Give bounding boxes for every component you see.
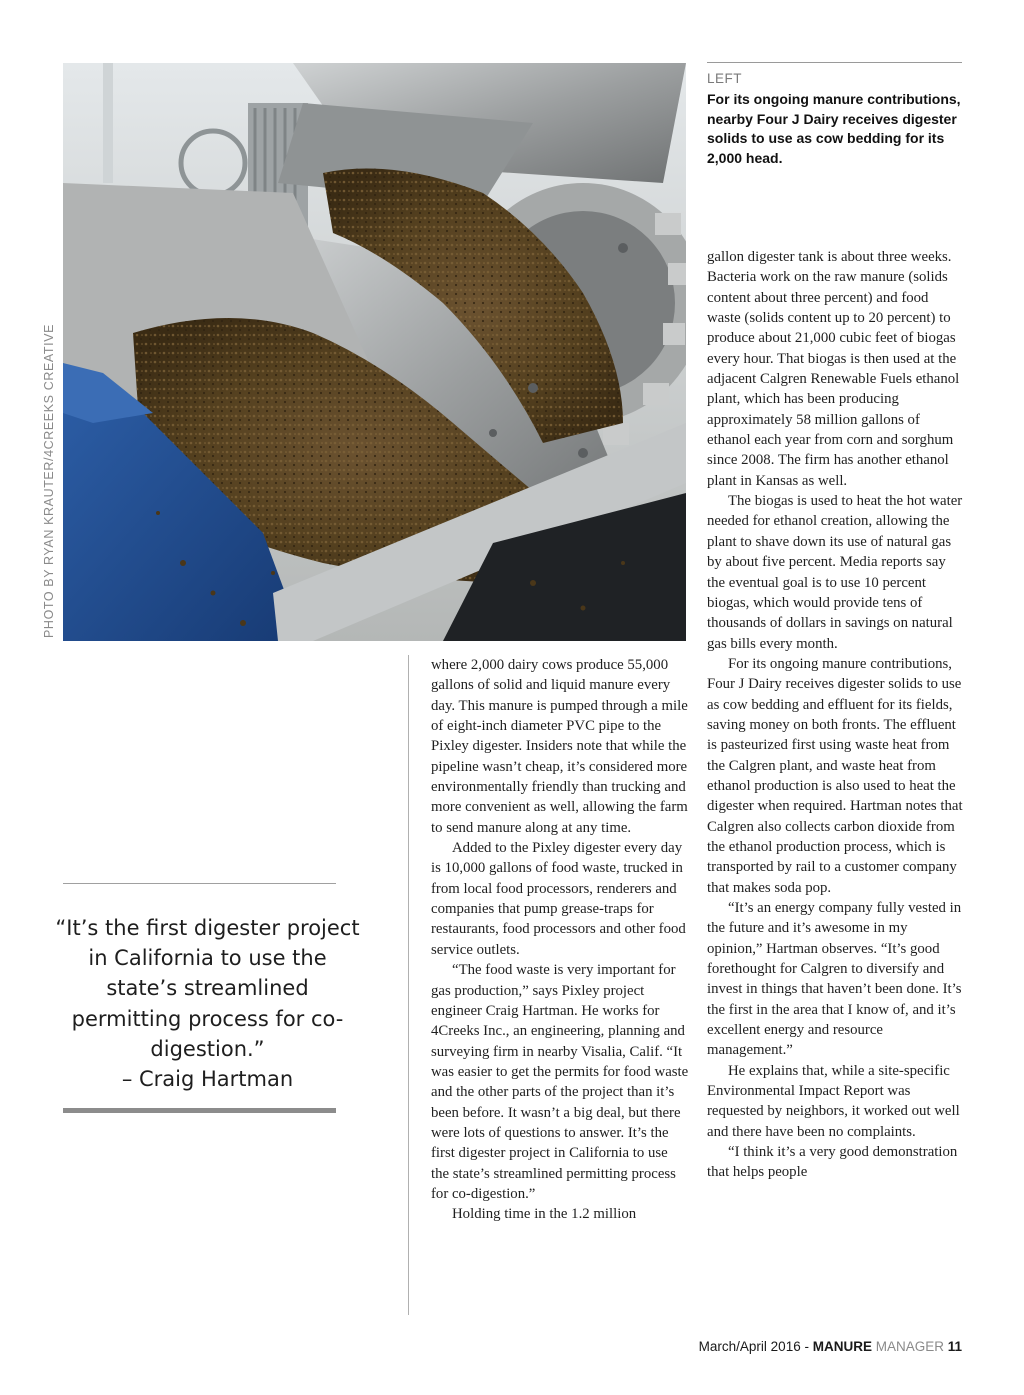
issue-date: March/April 2016 - (698, 1339, 813, 1354)
page-number: 11 (947, 1339, 962, 1354)
paragraph: Added to the Pixley digester every day is 10,000 gallons of food waste, trucked in from local food processors, renderers and companies that pump grease-traps for restaurants, food processors and other food service outlets. (431, 840, 686, 958)
paragraph: He explains that, while a site-specific Environmental Impact Report was requested by neighbors, it worked out well and there have been no complaints. (707, 1062, 960, 1140)
page-footer (699, 1339, 962, 1354)
pull-quote-top-rule (63, 883, 336, 884)
caption-label: LEFT (707, 71, 743, 86)
article-column-right (707, 247, 965, 1183)
magazine-name-bold: MANURE (812, 1339, 872, 1354)
separator-machine-image (63, 63, 686, 641)
paragraph: where 2,000 dairy cows produce 55,000 gallons of solid and liquid manure every day. This manure is pumped through a mile of eight-inch diameter PVC pipe to the Pixley digester. Insiders note that while the pipeline wasn’t cheap, it’s considered more environmentally friendly than trucking and more convenient as well, allowing the farm to send manure along at any time. (431, 657, 688, 836)
photo-credit: PHOTO BY RYAN KRAUTER/4CREEKS CREATIVE (42, 323, 56, 638)
paragraph: “The food waste is very important for gas production,” says Pixley project engineer Craig Hartman. He works for 4Creeks Inc., an engineering, planning and surveying firm in nearby Visalia, Calif. “It was easier to get the permits for food waste and the other parts of the project than it’s been before. It wasn’t a big deal, but there were lots of questions to answer. It’s the first digester project in California to use the state’s streamlined permitting process for co-digestion.” (431, 962, 689, 1202)
magazine-name-light: MANAGER (871, 1339, 948, 1354)
column-divider (408, 655, 409, 1315)
paragraph: For its ongoing manure contributions, Four J Dairy receives digester solids to use as cow bedding and effluent for its fields, saving money on both fronts. The effluent is pasteurized first using waste heat from the Calgren plant, and waste heat from ethanol production is also used to heat the digester when required. Hartman notes that Calgren also collects carbon dioxide from the ethanol production process, which is transported by rail to a customer company that makes soda pop. (707, 655, 963, 896)
caption-divider (707, 62, 962, 63)
pull-quote-attribution: – Craig Hartman (121, 1067, 294, 1092)
paragraph: “It’s an energy company fully vested in the future and it’s awesome in my opinion,” Hartman observes. “It’s good forethought for Calgren to diversify and invest in things that haven’t been done. It’s the first in the area that I know of, and it’s excellent energy and resource management.” (707, 900, 962, 1059)
pull-quote (55, 913, 360, 1094)
article-column-middle (431, 655, 689, 1225)
article-photo (63, 63, 686, 641)
paragraph: “I think it’s a very good demonstration that helps people (707, 1144, 958, 1181)
caption-text: For its ongoing manure contributions, nearby Four J Dairy receives digester solids to use as cow bedding for its 2,000 head. (707, 91, 961, 166)
paragraph: Holding time in the 1.2 million (452, 1206, 637, 1223)
pull-quote-bottom-rule (63, 1108, 336, 1113)
pull-quote-text: “It’s the first digester project in California to use the state’s streamlined permitting process for co-digestion.” (55, 916, 360, 1061)
paragraph: gallon digester tank is about three weeks. Bacteria work on the raw manure (solids content about three percent) and food waste (solids content up to 20 percent) to produce about 21,000 cubic feet of biogas every hour. That biogas is then used at the adjacent Calgren Renewable Fuels ethanol plant, which has been producing approximately 58 million gallons of ethanol each year from corn and sorghum since 2008. The firm has another ethanol plant in Kansas as well. (707, 249, 960, 489)
paragraph: The biogas is used to heat the hot water needed for ethanol creation, allowing the plant to shave down its use of natural gas by about five percent. Media reports say the eventual goal is to use 10 percent biogas, which would provide tens of thousands of dollars in savings on natural gas bills every month. (707, 493, 963, 652)
